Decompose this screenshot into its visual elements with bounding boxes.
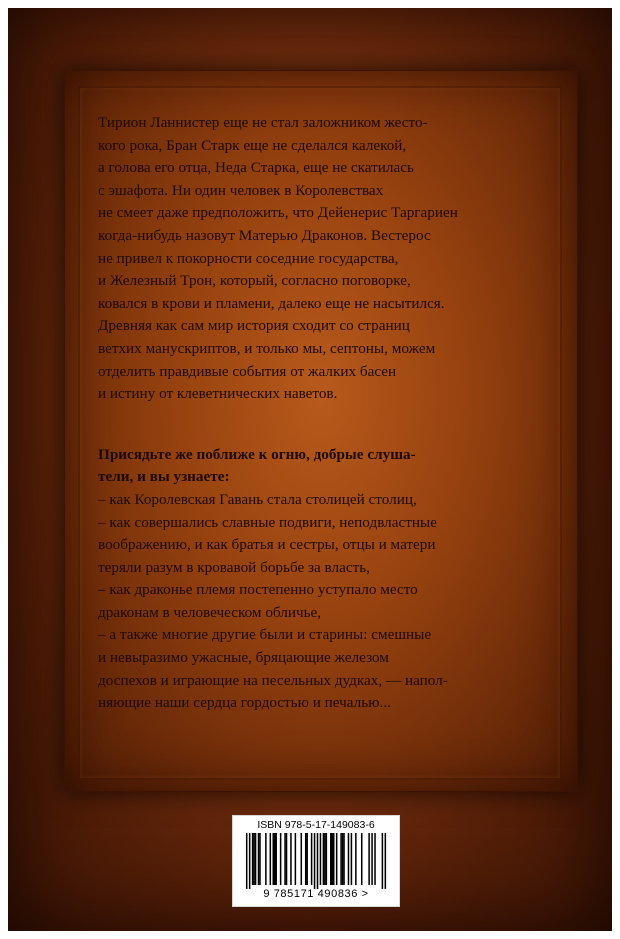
barcode-bar — [272, 833, 274, 885]
invitation-line: тели, и вы узнаете: — [98, 468, 230, 486]
barcode-bar — [348, 833, 350, 885]
description-paragraph — [98, 112, 542, 406]
description-line: не привел к покорности соседние государства, — [98, 249, 399, 267]
description-line: с эшафота. Ни один человек в Королевствах — [98, 181, 384, 199]
barcode-bar — [259, 833, 261, 885]
barcode-bar — [340, 833, 342, 885]
barcode-bar — [320, 833, 322, 885]
list-item-line: воображению, и как братья и сестры, отцы и матери — [98, 536, 436, 554]
barcode-bar — [343, 833, 345, 885]
barcode-bar — [253, 833, 255, 885]
description-line: Древняя как сам мир история сходит со страниц — [98, 317, 410, 335]
description-line: и истину от клеветнических наветов. — [98, 385, 338, 403]
barcode-bar — [368, 833, 370, 885]
barcode-bar — [275, 833, 277, 885]
barcode-bar — [295, 833, 297, 885]
barcode-bar — [280, 833, 282, 885]
description-line: ветхих манускриптов, и только мы, септоны, можем — [98, 339, 436, 357]
description-line: Тирион Ланнистер еще не стал заложником жесто- — [98, 114, 428, 131]
isbn-label: ISBN 978-5-17-149083-6 — [257, 819, 375, 831]
barcode-bar — [305, 833, 307, 885]
barcode-bar — [265, 833, 267, 885]
barcode-bar — [374, 833, 376, 885]
barcode-bar — [323, 833, 325, 885]
barcode-bar — [252, 833, 254, 885]
invitation-heading — [98, 444, 542, 489]
description-line: и Железный Трон, который, согласно поговорке, — [98, 272, 411, 290]
barcode-bar — [286, 833, 288, 885]
barcode-bar — [246, 833, 248, 889]
barcode-bar — [355, 833, 357, 885]
barcode-bar — [301, 833, 303, 885]
list-item-line: теряли разум в кровавой борьбе за власть, — [98, 558, 370, 576]
barcode-bar — [371, 833, 373, 885]
isbn-barcode — [232, 815, 400, 907]
barcode-bar — [333, 833, 335, 885]
list-item-line: доспехов и играющие на песельных дудках, — напол- — [98, 671, 448, 689]
barcode-bar — [382, 833, 384, 889]
barcode-bar — [306, 833, 308, 885]
description-line: а голова его отца, Неда Старка, еще не скатилась — [98, 159, 414, 177]
list-item — [98, 579, 542, 624]
list-item-line: – как Королевская Гавань стала столицей столиц, — [98, 490, 417, 508]
barcode-bar — [284, 833, 286, 885]
list-item-line: и невыразимо ужасные, бряцающие железом — [98, 649, 389, 667]
invitation-line: Присядьте же поближе к огню, добрые слуша- — [98, 445, 416, 463]
barcode-bar — [249, 833, 251, 889]
barcode-digits: 9 785171 490836 > — [263, 888, 369, 900]
description-line: не смеет даже предположить, что Дейенерис Таргариен — [98, 204, 458, 222]
list-item-line: – как совершались славные подвиги, неподвластные — [98, 513, 437, 531]
barcode-bar — [361, 833, 363, 885]
barcode-bar — [255, 833, 257, 885]
list-item-line: няющие наши сердца гордостью и печалью... — [98, 694, 391, 712]
list-item — [98, 624, 542, 714]
list-item — [98, 512, 542, 580]
barcode-bar — [324, 833, 326, 885]
barcode-bar — [336, 833, 338, 885]
list-item-line: драконам в человеческом обличье, — [98, 603, 322, 621]
barcode-bar — [311, 833, 313, 885]
barcode-bar — [317, 833, 319, 889]
list-item-line: – а также многие другие были и старины: смешные — [98, 626, 432, 644]
barcode-bar — [290, 833, 292, 885]
barcode-bar — [326, 833, 328, 885]
barcode-bars — [243, 833, 389, 889]
barcode-bar — [330, 833, 332, 885]
barcode-bar — [342, 833, 344, 885]
description-line: отделить правдивые события от жалких басен — [98, 362, 397, 380]
barcode-bar — [314, 833, 316, 889]
barcode-bar — [274, 833, 276, 885]
barcode-bar — [270, 833, 272, 885]
list-item — [98, 489, 542, 512]
barcode-bar — [331, 833, 333, 885]
barcode-bar — [385, 833, 387, 889]
list-item-line: – как драконье племя постепенно уступало место — [98, 581, 418, 599]
description-line: когда-нибудь назовут Матерью Драконов. Вестерос — [98, 226, 431, 244]
barcode-bar — [258, 833, 260, 885]
barcode-bar — [351, 833, 353, 885]
description-line: ковался в крови и пламени, далеко еще не насытился. — [98, 294, 445, 312]
description-line: кого рока, Бран Старк еще не сделался калекой, — [98, 136, 407, 154]
cover-text — [98, 112, 542, 715]
